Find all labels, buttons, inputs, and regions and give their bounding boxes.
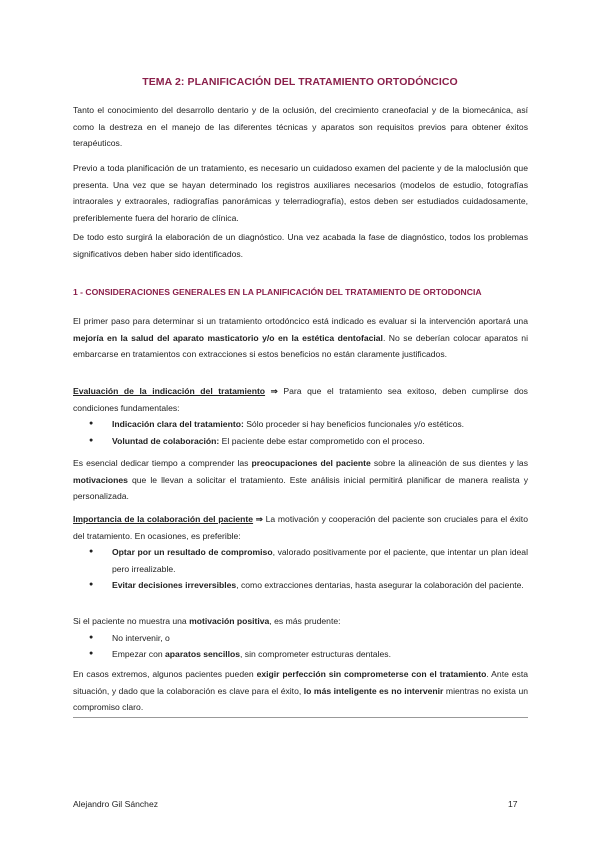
- paragraph-first-step: [73, 313, 528, 363]
- text: . No se deberían colocar aparatos ni embarcarse en tratamientos con extracciones si estos beneficios no están claramente justificados.: [73, 332, 528, 360]
- motivation-list: [73, 630, 528, 663]
- arrow-icon: ⇒: [265, 386, 284, 396]
- list-item: ● No intervenir, o: [89, 630, 528, 647]
- page-number: 17: [508, 799, 518, 809]
- collaboration-block: [73, 511, 528, 594]
- text: El primer paso para determinar si un tratamiento ortodóncico está indicado es evaluar si la intervención aportará una: [73, 316, 528, 326]
- page-title: TEMA 2: PLANIFICACIÓN DEL TRATAMIENTO ORTODÓNCICO: [142, 76, 458, 88]
- list-item: ● Empezar con aparatos sencillos, sin comprometer estructuras dentales.: [89, 646, 528, 663]
- paragraph-concerns: Es esencial dedicar tiempo a comprender las preocupaciones del paciente sobre la alineación de sus dientes y las motivaciones que le llevan a solicitar el tratamiento. Este análisis inicial permitirá planificar de manera realista y personalizada.: [73, 458, 528, 502]
- evaluation-block: [73, 383, 528, 449]
- list-item: ● Voluntad de colaboración: El paciente debe estar comprometido con el proceso.: [89, 433, 528, 450]
- evaluation-list: [73, 416, 528, 449]
- collaboration-text: La motivación y cooperación del paciente son cruciales para el éxito del tratamiento. En ocasiones, es preferible:: [73, 514, 528, 541]
- intro-paragraph-1: Tanto el conocimiento del desarrollo dentario y de la oclusión, del crecimiento craneofacial y de la biomecánica, así como la destreza en el manejo de las diferentes técnicas y aparatos son requisitos previos para obtener éxitos terapéuticos.: [73, 105, 528, 149]
- intro-paragraph-3: De todo esto surgirá la elaboración de un diagnóstico. Una vez acabada la fase de diagnóstico, todos los problemas significativos deben haber sido identificados.: [73, 232, 528, 259]
- list-item: ● Indicación clara del tratamiento: Sólo proceder si hay beneficios funcionales y/o estéticos.: [89, 416, 528, 433]
- paragraph-extreme-cases: En casos extremos, algunos pacientes pueden exigir perfección sin comprometerse con el tratamiento. Ante esta situación, y dado que la colaboración es clave para el éxito, lo más inteligente es no intervenir mientras no exista un compromiso claro.: [73, 669, 529, 713]
- evaluation-text: Para que el tratamiento sea exitoso, deben cumplirse dos condiciones fundamentales:: [73, 386, 528, 413]
- divider: [73, 717, 528, 718]
- arrow-icon: ⇒: [253, 514, 266, 524]
- footer-author: Alejandro Gil Sánchez: [73, 799, 159, 809]
- section-heading: 1 - CONSIDERACIONES GENERALES EN LA PLANIFICACIÓN DEL TRATAMIENTO DE ORTODONCIA: [73, 287, 482, 297]
- collaboration-heading: Importancia de la colaboración del paciente: [73, 514, 254, 524]
- paragraph-motivation: Si el paciente no muestra una motivación positiva, es más prudente: ● No intervenir, o ● Empezar con aparatos sencillos, sin comprometer estructuras dentales.: [73, 613, 528, 663]
- bold-text: mejoría en la salud del aparato masticatorio y/o en la estética dentofacial: [73, 332, 383, 343]
- intro-paragraph-2: Previo a toda planificación de un tratamiento, es necesario un cuidadoso examen del paciente y de la maloclusión que presenta. Una vez que se hayan determinado los registros auxiliares necesarios (modelos de estudio, fotografías intraorales y extraorales, radiografías panorámicas y telerradiografía), estos deben ser estudiados cuidadosamente, preferiblemente fuera del horario de clínica.: [73, 163, 528, 223]
- collaboration-list: [73, 544, 528, 594]
- list-item: ● Optar por un resultado de compromiso, valorado positivamente por el paciente, que intentar un plan ideal pero irrealizable.: [89, 544, 528, 577]
- list-item: ● Evitar decisiones irreversibles, como extracciones dentarias, hasta asegurar la colaboración del paciente.: [89, 577, 528, 594]
- evaluation-heading: Evaluación de la indicación del tratamiento: [73, 386, 266, 396]
